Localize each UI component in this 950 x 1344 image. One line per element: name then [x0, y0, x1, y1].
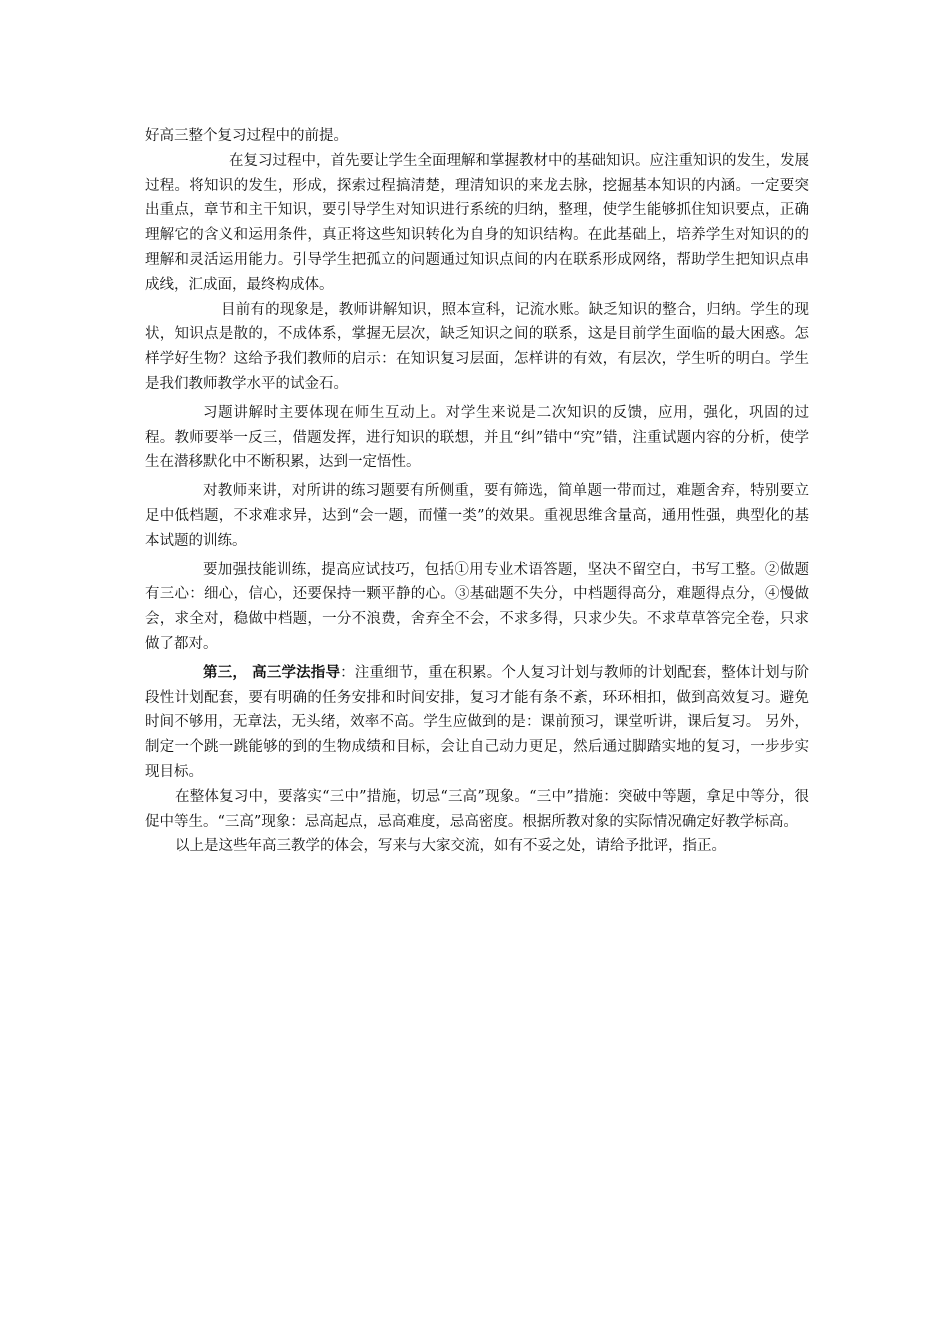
- section-body: ：注重细节，重在积累。个人复习计划与教师的计划配套，整体计划与阶段性计划配套，要有明确的任务安排和时间安排，复习才能有条不紊，环环相扣，做到高效复习。避免时间不够用，无章法，无头绪，效率不高。学生应做到的是：课前预习，课堂听讲，课后复习。 另外，制定一个跳一跳能够的到的生物成绩和目标，会让自己动力更足，然后通过脚踏实地的复习，一步步实现目标。: [145, 664, 809, 780]
- paragraph-current-phenomenon: 目前有的现象是，教师讲解知识，照本宣科，记流水账。缺乏知识的整合，归纳。学生的现状，知识点是散的，不成体系，掌握无层次，缺乏知识之间的联系，这是目前学生面临的最大困惑。怎样学好生物？这给予我们教师的启示：在知识复习层面，怎样讲的有效，有层次，学生听的明白。学生是我们教师教学水平的试金石。: [145, 301, 809, 392]
- paragraph-three-middle: 在整体复习中，要落实“三中”措施，切忌“三高”现象。“三中”措施：突破中等题，拿足中等分，很促中等生。“三高”现象：忌高起点，忌高难度，忌高密度。根据所教对象的实际情况确定好教学标高。: [145, 788, 809, 830]
- document-body: [145, 124, 809, 859]
- paragraph-continuation: 好高三整个复习过程中的前提。: [145, 128, 348, 144]
- paragraph-learning-guidance: [145, 661, 809, 785]
- section-heading: 第三， 高三学法指导: [203, 663, 341, 681]
- paragraph-basic-knowledge: 在复习过程中，首先要让学生全面理解和掌握教材中的基础知识。应注重知识的发生，发展过程。将知识的发生，形成，探索过程搞清楚，理清知识的来龙去脉，挖掘基本知识的内涵。一定要突出重点，章节和主干知识，要引导学生对知识进行系统的归纳，整理，使学生能够抓住知识要点，正确理解它的含义和运用条件，真正将这些知识转化为自身的知识结构。在此基础上，培养学生对知识的的理解和灵活运用能力。引导学生把孤立的问题通过知识点间的内在联系形成网络，帮助学生把知识点串成线，汇成面，最终构成体。: [145, 152, 809, 293]
- paragraph-skill-training: 要加强技能训练，提高应试技巧，包括①用专业术语答题，坚决不留空白，书写工整。②做题有三心：细心，信心，还要保持一颗平静的心。③基础题不失分，中档题得高分，难题得点分，④慢做会，求全对，稳做中档题，一分不浪费，舍弃全不会，不求多得，只求少失。不求草草答完全卷，只求做了都对。: [145, 561, 809, 652]
- paragraph-teacher-focus: 对教师来讲，对所讲的练习题要有所侧重，要有筛选，简单题一带而过，难题舍弃，特别要立足中低档题，不求难求异，达到“会一题，而懂一类”的效果。重视思维含量高，通用性强，典型化的基本试题的训练。: [145, 483, 809, 549]
- paragraph-closing: 以上是这些年高三教学的体会，写来与大家交流，如有不妥之处，请给予批评，指正。: [175, 838, 726, 855]
- paragraph-exercise-explanation: 习题讲解时主要体现在师生互动上。对学生来说是二次知识的反馈，应用，强化，巩固的过程。教师要举一反三，借题发挥，进行知识的联想，并且“纠”错中“究”错，注重试题内容的分析，使学生在潜移默化中不断积累，达到一定悟性。: [145, 404, 809, 471]
